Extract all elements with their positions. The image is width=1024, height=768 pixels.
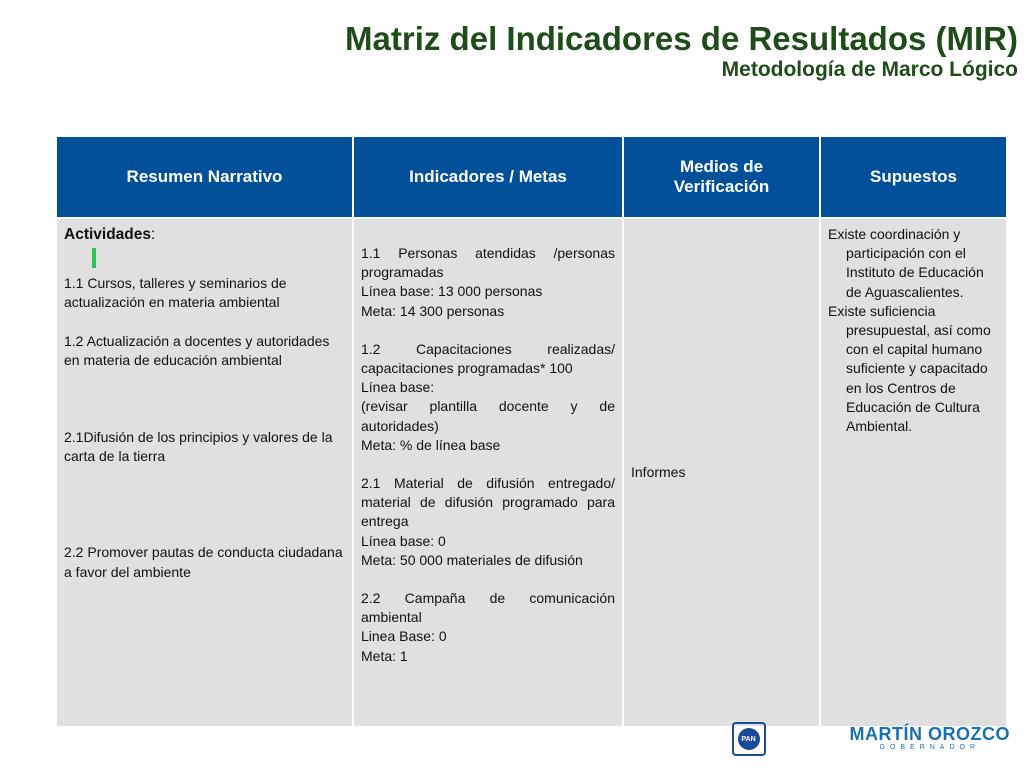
text-cursor-marker bbox=[92, 248, 96, 268]
indicator-block: 1.2 Capacitaciones realizadas/ capacitaciones programadas* 100 Línea base: (revisar plantilla docente y de autoridades) Meta: % de línea base bbox=[361, 340, 615, 453]
activities-heading: Actividades: bbox=[64, 226, 156, 243]
page-subtitle: Metodología de Marco Lógico bbox=[721, 58, 1018, 81]
table-header-row bbox=[56, 136, 1007, 218]
resumen-cell bbox=[56, 218, 353, 727]
table-row bbox=[56, 218, 1007, 727]
pan-party-logo: PAN bbox=[732, 722, 766, 756]
supuestos-cell bbox=[820, 218, 1007, 727]
assumption-item: Existe suficiencia presupuestal, así como con el capital humano suficiente y capacitado en los Centros de Educación de Cultura Ambiental. bbox=[828, 302, 991, 435]
activity-item: 2.2 Promover pautas de conducta ciudadana a favor del ambiente bbox=[64, 544, 343, 580]
governor-brand-logo: MARTÍN OROZCO GOBERNADOR bbox=[849, 724, 1010, 751]
medios-cell: Informes bbox=[623, 218, 820, 727]
header-resumen: Resumen Narrativo bbox=[56, 136, 353, 218]
activity-item: 2.1Difusión de los principios y valores de la carta de la tierra bbox=[64, 429, 333, 465]
activity-item: 1.2 Actualización a docentes y autoridades en materia de educación ambiental bbox=[64, 332, 330, 368]
title-block bbox=[345, 20, 1018, 82]
page-title: Matriz del Indicadores de Resultados (MIR) bbox=[345, 20, 1018, 57]
indicator-block: 2.1 Material de difusión entregado/ material de difusión programado para entrega Línea base: 0 Meta: 50 000 materiales de difusión bbox=[361, 475, 615, 568]
header-supuestos: Supuestos bbox=[820, 136, 1007, 218]
header-indicadores: Indicadores / Metas bbox=[353, 136, 623, 218]
header-medios: Medios de Verificación bbox=[623, 136, 820, 218]
assumption-item: Existe coordinación y participación con el Instituto de Educación de Aguascalientes. bbox=[828, 226, 984, 300]
indicator-block: 1.1 Personas atendidas /personas programadas Línea base: 13 000 personas Meta: 14 300 personas bbox=[361, 245, 615, 319]
footer-logos bbox=[732, 722, 1010, 756]
indicadores-cell bbox=[353, 218, 623, 727]
activity-item: 1.1 Cursos, talleres y seminarios de actualización en materia ambiental bbox=[64, 275, 287, 311]
mir-table bbox=[55, 135, 1008, 728]
indicator-block: 2.2 Campaña de comunicación ambiental Linea Base: 0 Meta: 1 bbox=[361, 590, 615, 664]
